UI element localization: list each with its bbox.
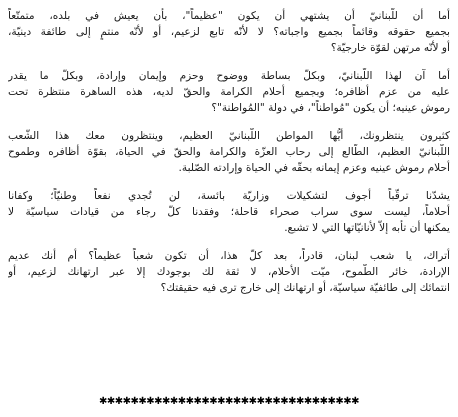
paragraph-line: أما آن لهذا اللّبنانيّ، وبكلّ بساطة ووضوح وحزم وإيمان وإرادة، وبكلّ ما يقدر bbox=[8, 70, 450, 82]
paragraph-2 bbox=[8, 68, 450, 116]
article-body bbox=[8, 8, 450, 308]
paragraph-4 bbox=[8, 188, 450, 236]
paragraph-line: انتمائك إلى طائفيّة سياسيّة، أو ارتهانك إلى خارج ترى فيه حقيقتك؟ bbox=[160, 282, 450, 294]
paragraph-line: أما أن للّبنانيّ أن يشتهي أن يكون "عظيماً"، بأن يعيش في بلده، متمتّعاً bbox=[8, 10, 450, 22]
paragraph-5 bbox=[8, 248, 450, 296]
paragraph-line: أحلاماً، ليست سوى سراب صحراء قاحلة؛ وفقدنا كلّ رجاء من قيادات سياسيّة لا bbox=[8, 206, 450, 218]
paragraph-1 bbox=[8, 8, 450, 56]
paragraph-3 bbox=[8, 128, 450, 176]
paragraph-line: رموش عينيه؛ أن يكون "مُواطناً"، في دولة "المُواطنة"؟ bbox=[211, 102, 450, 114]
paragraph-line: يمكنها أن تأبه إلاّ لأنانيّاتها التي لا تشبع. bbox=[284, 222, 450, 234]
paragraph-line: الإرادة، خائر الطّموح، ميّت الأحلام، لا ثقة لك بوجودك إلا عبر ارتهانك لزعيم، أو bbox=[8, 266, 450, 278]
paragraph-line: أحلام رموش عينيه وعزم إيمانه بحقّه في الحياة وإرادته الصّلبة. bbox=[178, 162, 450, 174]
paragraph-line: يشدّنا ترقّباً أجوف لتشكيلات وزاريّة بائسة، لن تُجدي نفعاً وطنيّاً؛ وكفانا bbox=[8, 190, 450, 202]
paragraph-line: اللّبنانيّ العظيم، الطّالع إلى رحاب العزّة والكرامة والحقّ في الحياة، بقوّة أظافره وطموح bbox=[8, 146, 450, 158]
paragraph-line: عليه من عزم أظافره؛ وبجميع أحلام الكرامة والحقّ لديه، هذه الساهرة منتظرة تحت bbox=[8, 86, 450, 98]
paragraph-line: أتراك، يا شعب لبنان، قادراً، بعد كلّ هذا، أن تكون شعباً عظيماً؟ أم أنك عديم bbox=[8, 250, 450, 262]
paragraph-line: أو لأنّه مرتهن لقوّة خارجيّة؟ bbox=[330, 42, 450, 54]
star-separator: ✱✱✱✱✱✱✱✱✱✱✱✱✱✱✱✱✱✱✱✱✱✱✱✱✱✱✱✱✱✱✱✱✱ bbox=[98, 396, 359, 407]
paragraph-line: بجميع حقوقه وقائماً بجميع واجباته؟ لا لأنّه تابع لزعيم، أو لأنّه منتمٍ إلى طائفة دينيّة، bbox=[8, 26, 450, 38]
paragraph-line: كثيرون ينتظرونك، أيُّها المواطن اللّبنانيّ العظيم، وينتظرون معك هذا الشّعب bbox=[8, 130, 450, 142]
